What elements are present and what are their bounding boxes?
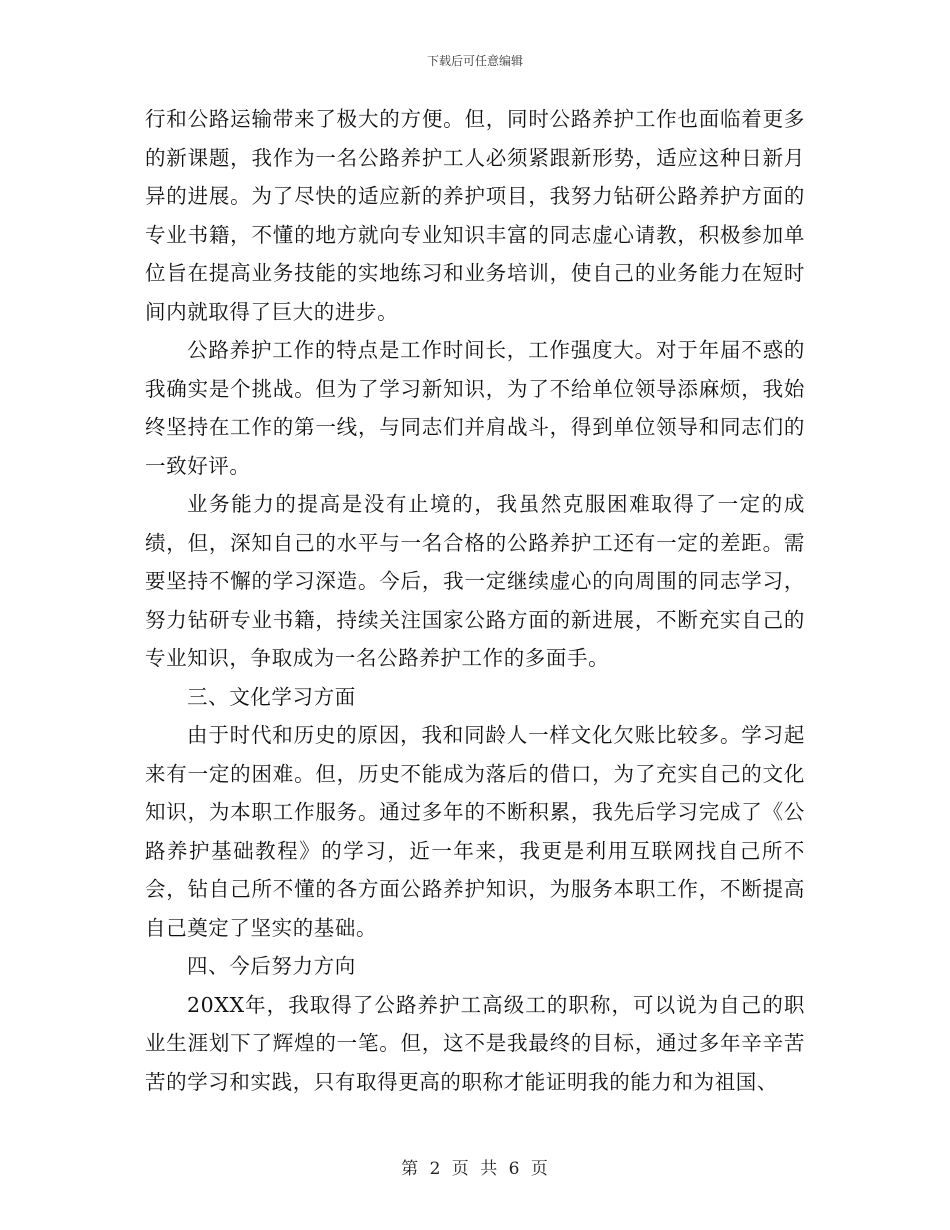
page-footer: 第 2 页 共 6 页: [401, 1159, 549, 1179]
paragraph-5: 20XX年，我取得了公路养护工高级工的职称，可以说为自己的职业生涯划下了辉煌的一笔。但，这不是我最终的目标，通过多年辛辛苦苦的学习和实践，只有取得更高的职称才能证明我的能力和为祖国、: [145, 992, 805, 1094]
section-heading-future: 四、今后努力方向: [187, 954, 356, 978]
document-body: [145, 100, 805, 1101]
paragraph-3: 业务能力的提高是没有止境的，我虽然克服困难取得了一定的成绩，但，深知自己的水平与一名合格的公路养护工还有一定的差距。需要坚持不懈的学习深造。今后，我一定继续虚心的向周围的同志学习，努力钻研专业书籍，持续关注国家公路方面的新进展，不断充实自己的专业知识，争取成为一名公路养护工作的多面手。: [145, 492, 805, 670]
page-header: 下载后可任意编辑: [426, 54, 523, 68]
section-heading-culture: 三、文化学习方面: [187, 684, 356, 709]
paragraph-1: 行和公路运输带来了极大的方便。但，同时公路养护工作也面临着更多的新课题，我作为一名公路养护工人必须紧跟新形势，适应这种日新月异的进展。为了尽快的适应新的养护项目，我努力钻研公路养护方面的专业书籍，不懂的地方就向专业知识丰富的同志虚心请教，积极参加单位旨在提高业务技能的实地练习和业务培训，使自己的业务能力在短时间内就取得了巨大的进步。: [145, 107, 805, 324]
paragraph-4: 由于时代和历史的原因，我和同龄人一样文化欠账比较多。学习起来有一定的困难。但，历史不能成为落后的借口，为了充实自己的文化知识，为本职工作服务。通过多年的不断积累，我先后学习完成了《公路养护基础教程》的学习，近一年来，我更是利用互联网找自己所不会，钻自己所不懂的各方面公路养护知识，为服务本职工作，不断提高自己奠定了坚实的基础。: [145, 723, 805, 940]
paragraph-2: 公路养护工作的特点是工作时间长，工作强度大。对于年届不惑的我确实是个挑战。但为了学习新知识，为了不给单位领导添麻烦，我始终坚持在工作的第一线，与同志们并肩战斗，得到单位领导和同志们的一致好评。: [145, 338, 805, 478]
